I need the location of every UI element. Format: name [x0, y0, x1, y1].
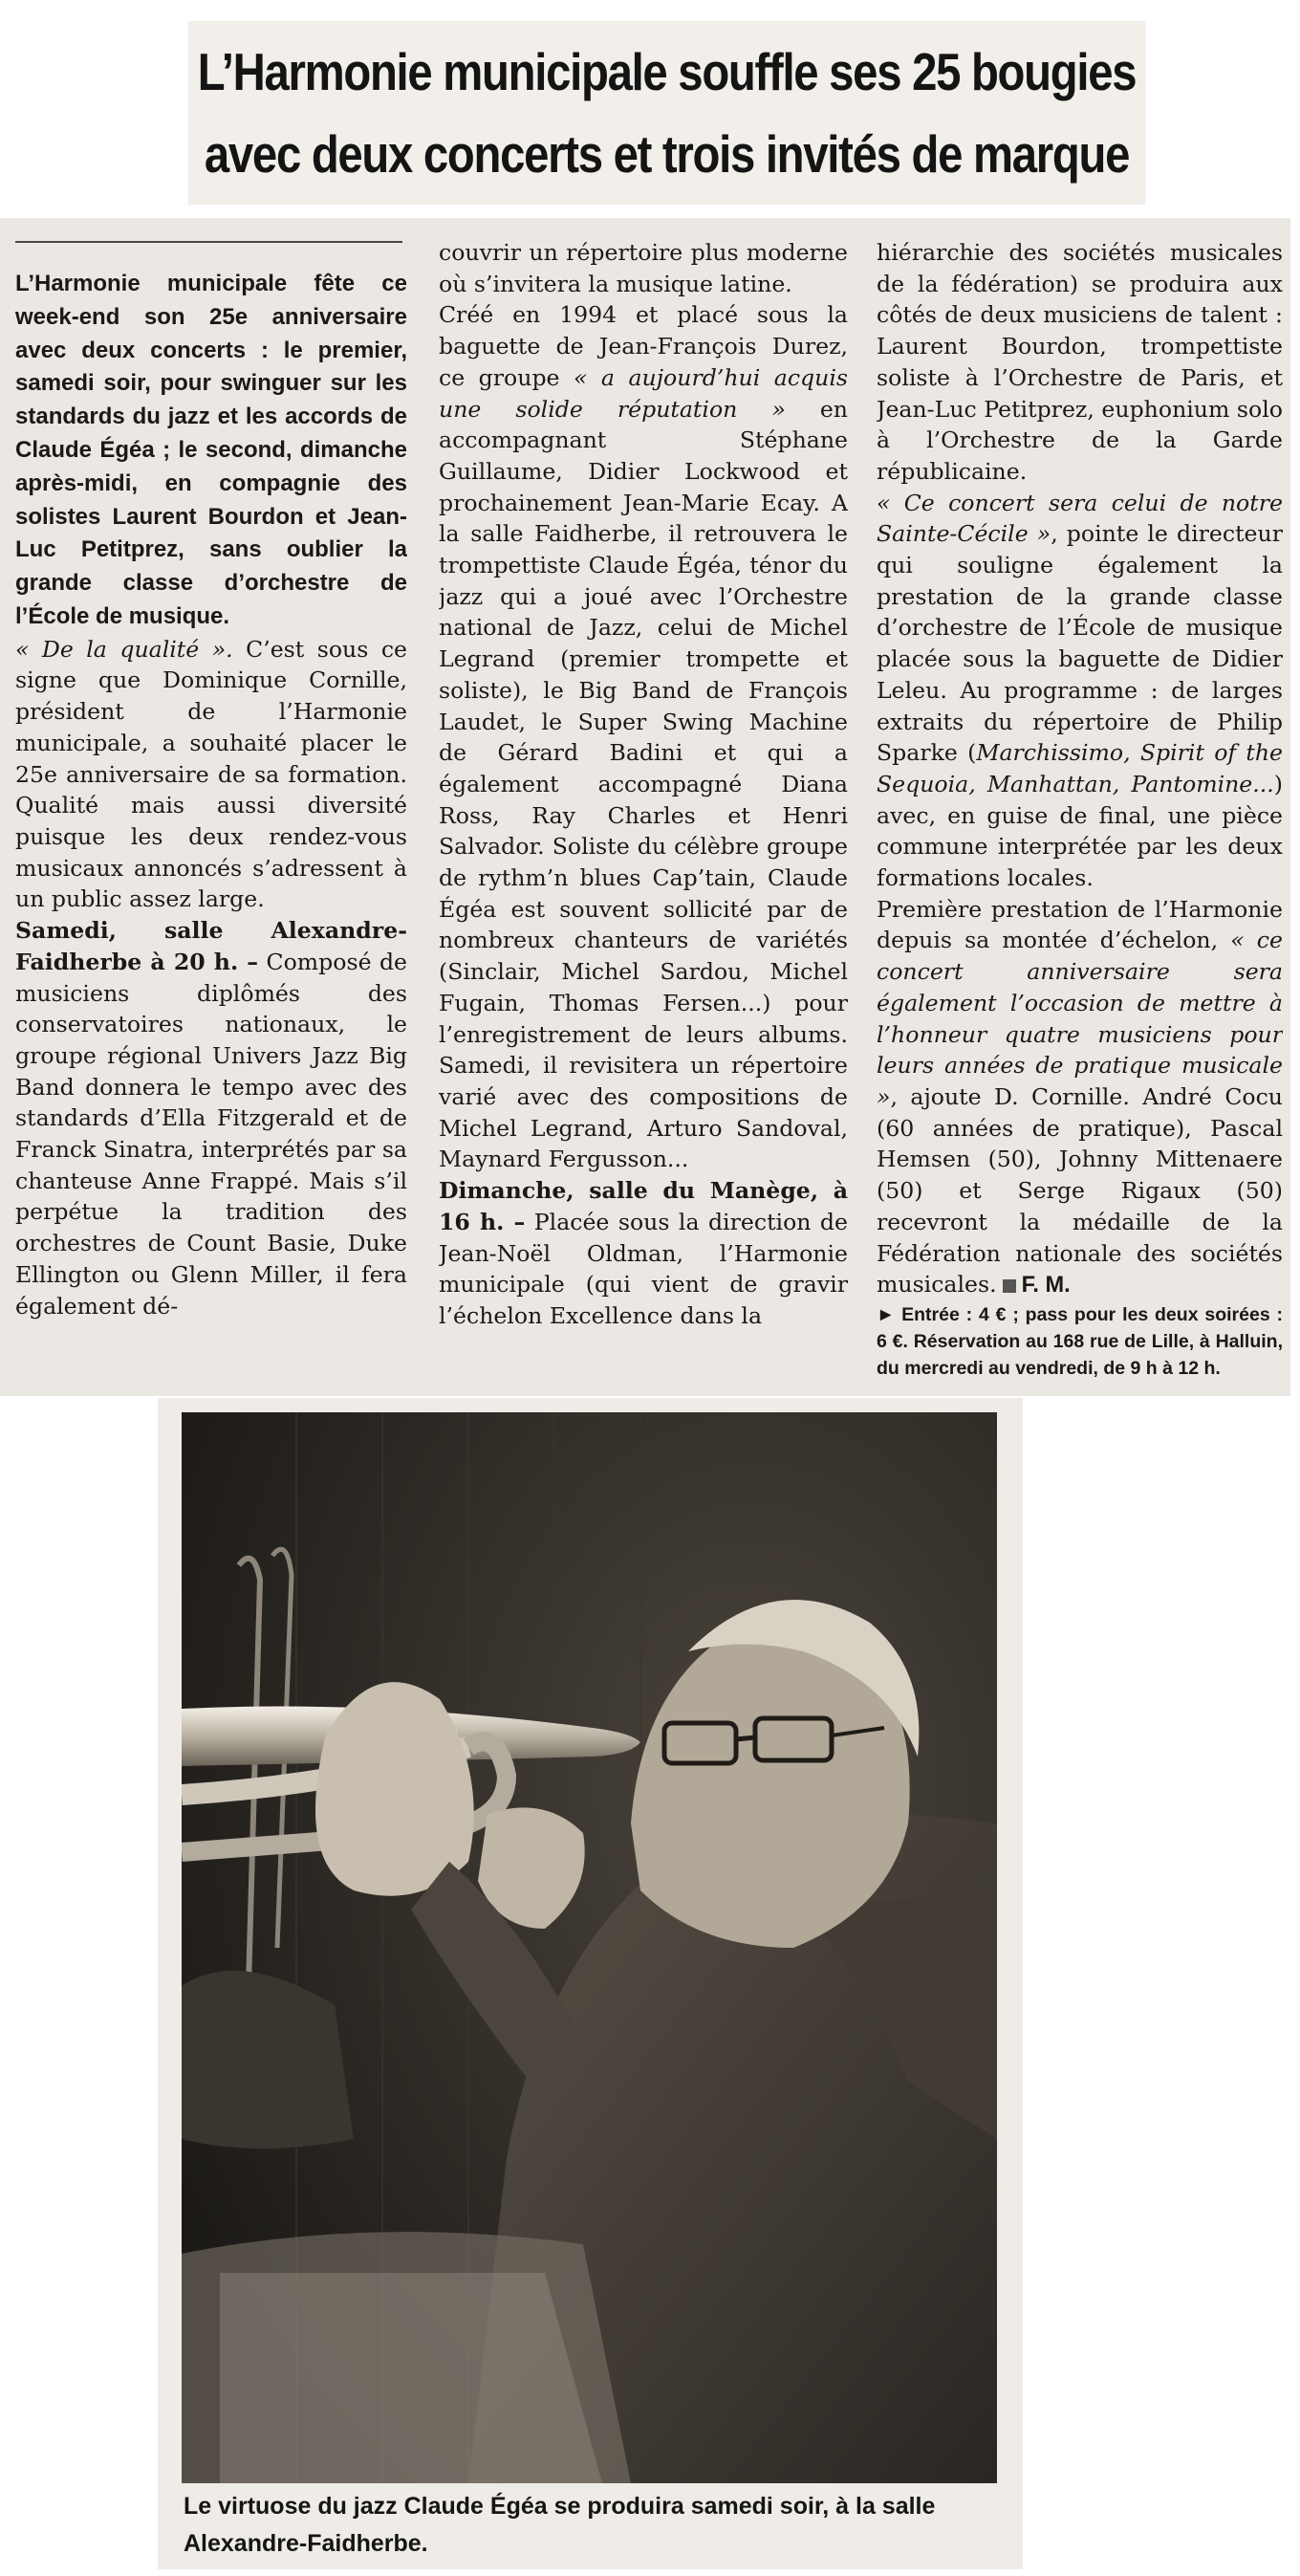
headline-line-1: L’Harmonie municipale souffle ses 25 bougies — [197, 42, 1137, 101]
quote: « De la qualité ». — [15, 635, 233, 663]
paragraph — [439, 299, 848, 1175]
text: ) avec, en guise de final, une pièce commune interprétée par les deux formations locales. — [877, 770, 1283, 892]
subhead-samedi: Samedi, salle Alexandre-Faidherbe à 20 h. – — [15, 917, 407, 975]
lead-paragraph: L’Harmonie municipale fête ce week-end son 25e anniversaire avec deux concerts : le premier, samedi soir, pour swinguer sur les standards du jazz et les accords de Claude Égéa ; le second, dimanche après-midi, en compagnie des solistes Laurent Bourdon et Jean-Luc Petitprez, sans oublier la grande classe d’orchestre de l’École de musique. — [15, 271, 407, 629]
paragraph — [439, 1175, 848, 1332]
headline — [188, 21, 1146, 205]
author-signature: F. M. — [1021, 1273, 1071, 1299]
text: Placée sous la direction de Jean-Noël Oldman, l’Harmonie municipale (qui vient de gravir l’échelon Excellence dans la — [439, 1208, 848, 1329]
quote: « a aujourd’hui acquis une solide réputation » — [439, 363, 848, 423]
text: , pointe le directeur qui souligne également la prestation de la grande classe d’orchestre de l’École de musique placée sous la baguette de Didier Leleu. Au programme : de larges extraits du répertoire de Philip Sparke ( — [877, 520, 1283, 767]
article-body — [0, 218, 1290, 1396]
text: Composé de musiciens diplômés des conservatoires nationaux, le groupe régional Univers Jazz Big Band donnera le tempo avec des standards d’Ella Fitzgerald et de Franck Sinatra, interprétés par sa chanteuse Anne Frappé. Mais s’il perpétue la tradition des orchestres de Count Basie, Duke Ellington ou Glenn Miller, il fera également dé- — [15, 948, 407, 1320]
trumpeter-illustration — [182, 1412, 997, 2483]
works-list: Marchissimo, Spirit of the Sequoia, Manhattan, Pantomine... — [877, 739, 1283, 797]
paragraph — [15, 634, 407, 915]
quote: « ce concert anniversaire sera également l’occasion de mettre à l’honneur quatre musiciens pour leurs années de pratique musicale » — [877, 927, 1283, 1110]
column-rule — [15, 241, 402, 243]
practical-info: ► Entrée : 4 € ; pass pour les deux soirées : 6 €. Réservation au 168 rue de Lille, à Halluin, du mercredi au vendredi, de 9 h à 12 h. — [877, 1303, 1283, 1379]
text: C’est sous ce signe que Dominique Cornille, président de l’Harmonie municipale, a souhaité placer le 25e anniversaire de sa formation. Qualité mais aussi diversité puisque les deux rendez-vous musicaux annoncés s’adressent à un public assez large. — [15, 635, 407, 913]
square-bullet-icon — [1003, 1279, 1016, 1293]
paragraph — [15, 915, 407, 1321]
paragraph — [877, 894, 1283, 1301]
text: Première prestation de l’Harmonie depuis sa montée d’échelon, — [877, 895, 1283, 954]
paragraph: couvrir un répertoire plus moderne où s’invitera la musique latine. — [439, 239, 848, 297]
paragraph: hiérarchie des sociétés musicales de la fédération) se produira aux côtés de deux musiciens de talent : Laurent Bourdon, trompettiste soliste à l’Orchestre de Paris, et Jean-Luc Petitprez, euphonium solo à l’Orchestre de la Garde républicaine. — [877, 239, 1283, 485]
text: Créé en 1994 et placé sous la baguette de Jean-François Durez, ce groupe — [439, 301, 848, 391]
column-2 — [439, 237, 848, 1385]
paragraph — [877, 488, 1283, 894]
photo-caption: Le virtuose du jazz Claude Égéa se produira samedi soir, à la salle Alexandre-Faidherbe. — [184, 2493, 936, 2557]
quote: « Ce concert sera celui de notre Sainte-Cécile » — [877, 489, 1283, 548]
subhead-dimanche: Dimanche, salle du Manège, à 16 h. – — [439, 1177, 848, 1235]
column-1 — [15, 268, 407, 1396]
photo-block — [158, 1398, 1023, 2569]
headline-line-2: avec deux concerts et trois invités de marque — [204, 124, 1130, 184]
column-3 — [877, 237, 1283, 1385]
text: en accompagnant Stéphane Guillaume, Didier Lockwood et prochainement Jean-Marie Ecay. A la salle Faidherbe, il retrouvera le trompettiste Claude Égéa, ténor du jazz qui a joué avec l’Orchestre national de Jazz, celui de Michel Legrand (premier trompette et soliste), le Big Band de François Laudet, le Super Swing Machine de Gérard Badini et qui a également accompagné Diana Ross, Ray Charles et Henri Salvador. Soliste du célèbre groupe de rythm’n blues Cap’tain, Claude Égéa est souvent sollicité par de nombreux chanteurs de variétés (Sinclair, Michel Sardou, Michel Fugain, Thomas Fersen...) pour l’enregistrement de leurs albums. Samedi, il revisitera un répertoire varié avec des compositions de Michel Legrand, Arturo Sandoval, Maynard Fergusson... — [439, 395, 848, 1173]
text: , ajoute D. Cornille. André Cocu (60 années de pratique), Pascal Hemsen (50), Johnny Mittenaere (50) et Serge Rigaux (50) recevront la médaille de la Fédération nationale des sociétés musicales. — [877, 1082, 1283, 1299]
trumpeter-photo — [182, 1412, 997, 2483]
